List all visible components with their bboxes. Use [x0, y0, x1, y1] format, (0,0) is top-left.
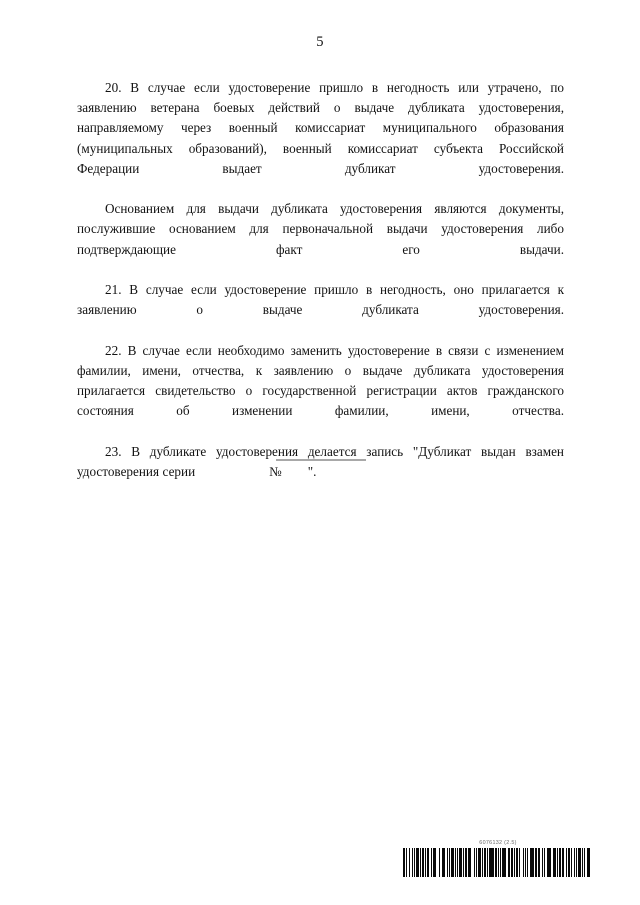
barcode-block: [403, 840, 593, 877]
paragraph-23-text-before-series: 23. В дубликате удостоверения делается запись "Дубликат выдан взамен удостоверения серии: [77, 443, 564, 479]
number-sign-glyph: №: [269, 463, 282, 479]
paragraph-osnovaniem: Основанием для выдачи дубликата удостоверения являются документы, послужившие основанием для первоначальной выдачи удостоверения либо подтверждающие факт его выдачи.: [77, 201, 564, 257]
barcode-caption: 6076132 (2.5): [479, 840, 517, 846]
barcode-image: [403, 848, 593, 877]
page-number: 5: [316, 34, 324, 50]
document-body: [77, 78, 564, 482]
horizontal-rule-separator: [276, 459, 366, 461]
paragraph-23: [77, 442, 564, 482]
paragraph-20: 20. В случае если удостоверение пришло в негодность или утрачено, по заявлению ветерана боевых действий о выдаче дубликата удостоверения, направляемому через военный комиссариат муниципального образования (муниципальных образований), военный комиссариат субъекта Российской Федерации выдает дубликат удостоверения.: [77, 80, 564, 176]
paragraph-21: 21. В случае если удостоверение пришло в негодность, оно прилагается к заявлению о выдаче дубликата удостоверения.: [77, 282, 564, 318]
paragraph-22: 22. В случае если необходимо заменить удостоверение в связи с изменением фамилии, имени, отчества, к заявлению о выдаче дубликата удостоверения прилагается свидетельство о государственной регистрации актов гражданского состояния об изменении фамилии, имени, отчества.: [77, 342, 564, 419]
paragraph-23-text-after-number: ".: [307, 463, 317, 479]
